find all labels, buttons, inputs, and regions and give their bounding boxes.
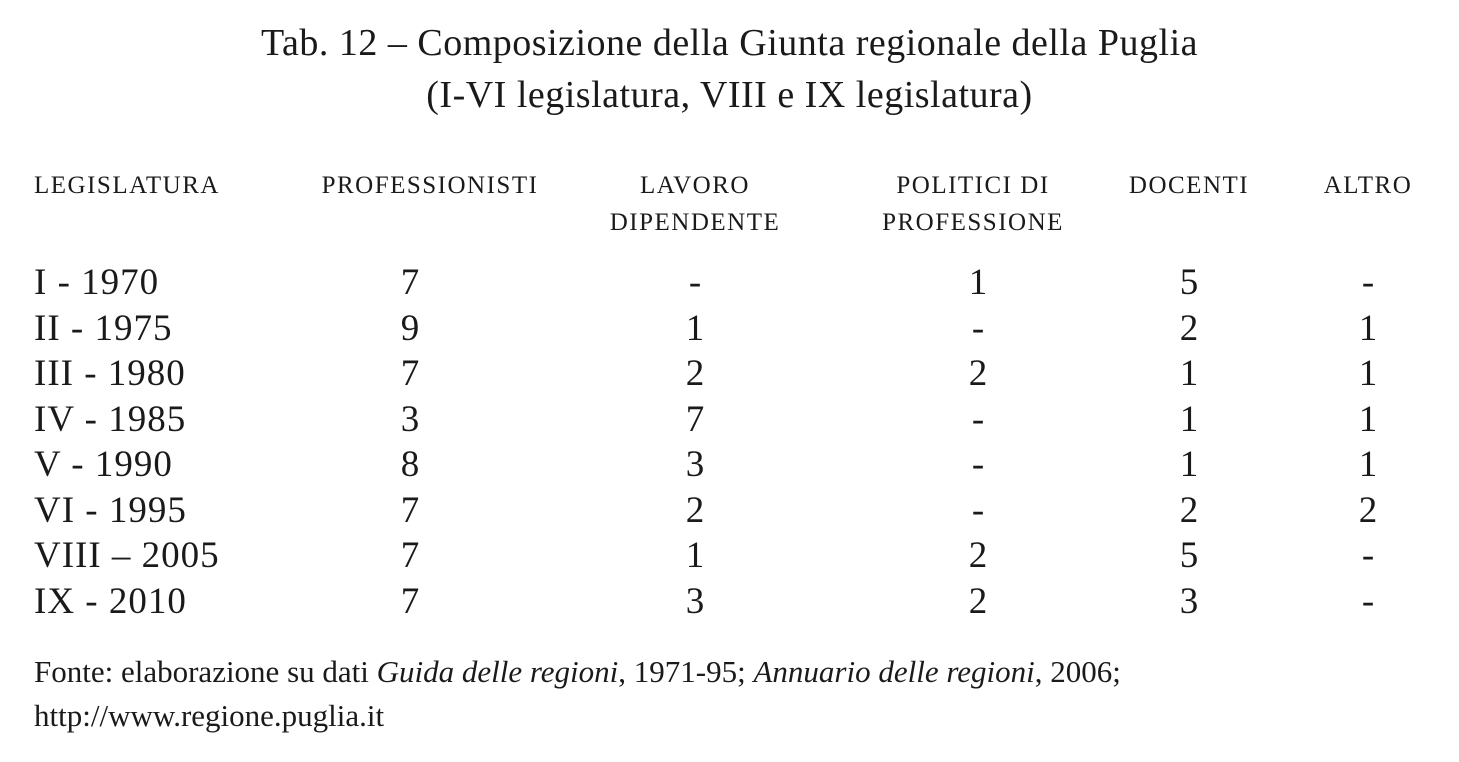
source-note: [34, 650, 1444, 694]
cell-lavoro-dipendente: 1: [685, 535, 705, 576]
cell-professionisti: 7: [400, 262, 420, 303]
header-lavoro-line1: LAVORO: [640, 172, 750, 199]
cell-legislatura: V - 1990: [34, 444, 173, 485]
header-lavoro-line2: DIPENDENTE: [609, 209, 781, 236]
cell-legislatura: VI - 1995: [34, 489, 187, 531]
cell-professionisti: 7: [400, 353, 420, 394]
header-legislatura: LEGISLATURA: [34, 172, 220, 199]
cell-lavoro-dipendente: 7: [685, 398, 705, 440]
cell-altro: -: [1361, 580, 1375, 622]
source-url: http://www.regione.puglia.it: [34, 698, 385, 733]
source-suffix: , 2006;: [1034, 654, 1121, 689]
cell-legislatura: IX - 2010: [34, 580, 187, 622]
cell-lavoro-dipendente: 2: [685, 489, 705, 531]
cell-professionisti: 7: [400, 489, 420, 531]
header-altro: ALTRO: [1323, 172, 1413, 199]
cell-professionisti: 7: [400, 535, 420, 576]
cell-altro: 2: [1358, 489, 1378, 531]
cell-politici-di-professione: -: [971, 444, 985, 485]
header-politici-line1: POLITICI DI: [896, 172, 1050, 199]
cell-politici-di-professione: 2: [968, 580, 988, 622]
source-ref-guida: Guida delle regioni: [376, 654, 619, 689]
cell-professionisti: 8: [400, 444, 420, 485]
cell-altro: -: [1361, 535, 1375, 576]
cell-lavoro-dipendente: 3: [685, 580, 705, 622]
header-politici-line2: PROFESSIONE: [882, 209, 1064, 236]
cell-politici-di-professione: -: [971, 398, 985, 440]
cell-altro: 1: [1358, 307, 1378, 349]
cell-lavoro-dipendente: -: [688, 262, 702, 303]
header-docenti: DOCENTI: [1128, 172, 1250, 199]
source-ref-annuario: Annuario delle regioni: [753, 654, 1035, 689]
source-mid: , 1971-95;: [618, 654, 754, 689]
cell-docenti: 1: [1179, 398, 1199, 440]
cell-legislatura: VIII – 2005: [34, 535, 220, 576]
cell-docenti: 2: [1179, 307, 1199, 349]
cell-lavoro-dipendente: 3: [685, 444, 705, 485]
source-prefix: Fonte: elaborazione su dati: [34, 654, 377, 689]
table-title: Tab. 12 – Composizione della Giunta regionale della Puglia: [260, 22, 1199, 64]
cell-politici-di-professione: -: [971, 307, 985, 349]
cell-lavoro-dipendente: 1: [685, 307, 705, 349]
cell-legislatura: I - 1970: [34, 262, 160, 303]
cell-docenti: 3: [1179, 580, 1199, 622]
cell-legislatura: III - 1980: [34, 353, 186, 394]
cell-docenti: 5: [1179, 262, 1199, 303]
cell-docenti: 5: [1179, 535, 1199, 576]
cell-altro: 1: [1358, 353, 1378, 394]
cell-professionisti: 9: [400, 307, 420, 349]
cell-professionisti: 7: [400, 580, 420, 622]
cell-politici-di-professione: -: [971, 489, 985, 531]
cell-politici-di-professione: 2: [968, 353, 988, 394]
cell-legislatura: II - 1975: [34, 307, 173, 349]
cell-professionisti: 3: [400, 398, 420, 440]
cell-altro: 1: [1358, 444, 1378, 485]
cell-altro: -: [1361, 262, 1375, 303]
cell-docenti: 1: [1179, 353, 1199, 394]
cell-politici-di-professione: 2: [968, 535, 988, 576]
cell-docenti: 2: [1179, 489, 1199, 531]
cell-altro: 1: [1358, 398, 1378, 440]
table-subtitle: (I-VI legislatura, VIII e IX legislatura): [426, 74, 1033, 116]
cell-docenti: 1: [1179, 444, 1199, 485]
header-professionisti: PROFESSIONISTI: [321, 172, 539, 199]
cell-lavoro-dipendente: 2: [685, 353, 705, 394]
cell-legislatura: IV - 1985: [34, 398, 187, 440]
cell-politici-di-professione: 1: [968, 262, 988, 303]
